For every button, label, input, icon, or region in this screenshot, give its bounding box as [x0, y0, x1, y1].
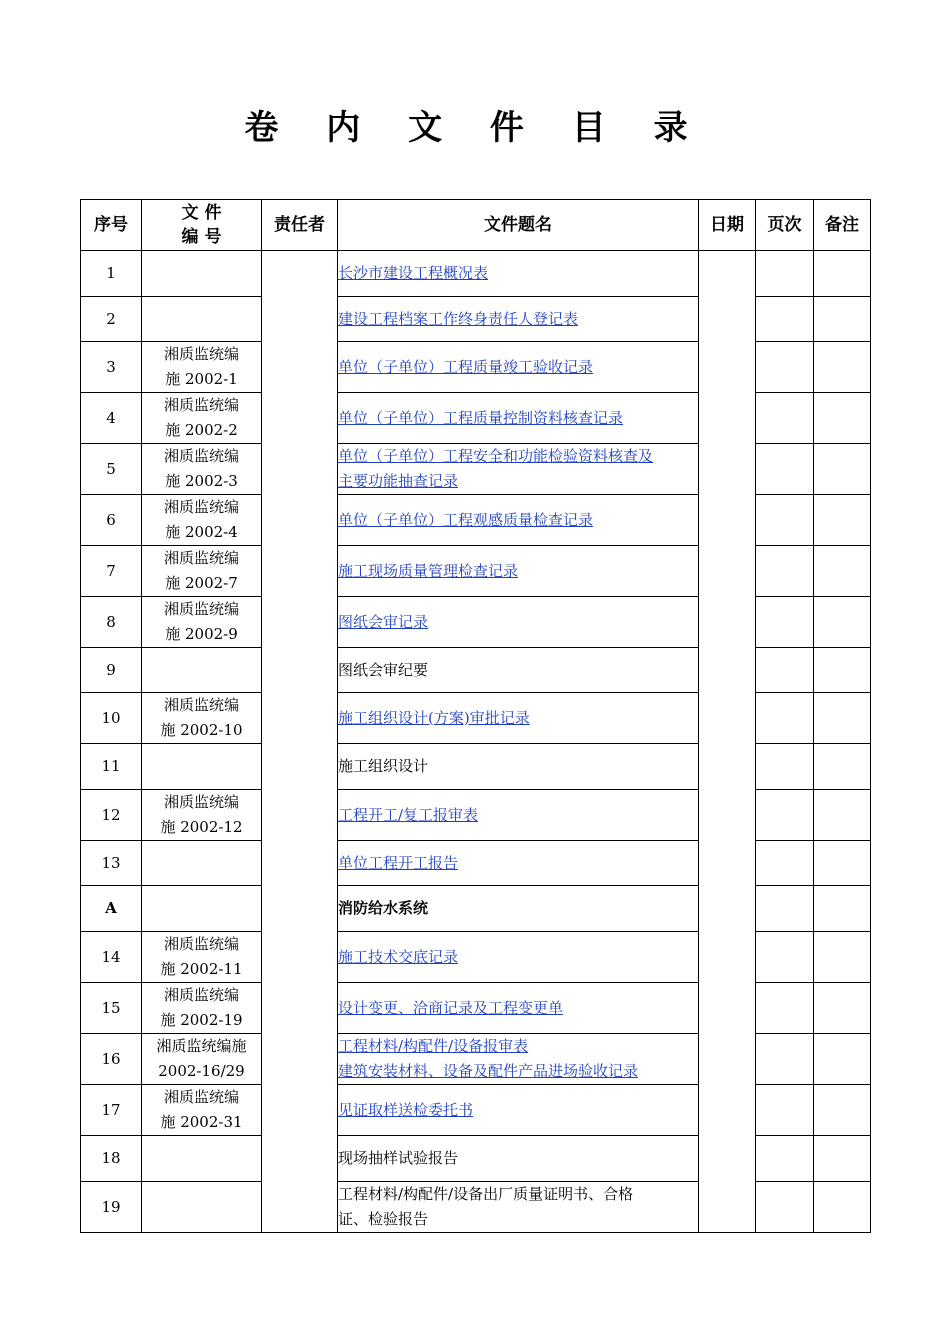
file-name-text: 图纸会审纪要	[338, 660, 429, 679]
cell-seq: 8	[81, 597, 142, 648]
cell-code	[142, 297, 262, 342]
cell-code	[142, 393, 262, 444]
cell-code-line: 湘质监统编	[163, 549, 239, 567]
page-title: 卷 内 文 件 目 录	[244, 108, 706, 148]
cell-file-name	[338, 932, 699, 983]
cell-file-name	[338, 342, 699, 393]
cell-date	[699, 251, 756, 1233]
cell-remarks	[814, 1085, 871, 1136]
cell-code	[142, 983, 262, 1034]
cell-code	[142, 886, 262, 932]
cell-code-line: 湘质监统编	[163, 498, 239, 516]
cell-seq: 16	[81, 1034, 142, 1085]
cell-file-name	[338, 1034, 699, 1085]
cell-file-name	[338, 1182, 699, 1233]
cell-seq: 14	[81, 932, 142, 983]
cell-code-line: 施 2002-2	[165, 421, 238, 439]
cell-code-line: 施 2002-4	[165, 523, 238, 541]
cell-remarks	[814, 744, 871, 790]
cell-file-name	[338, 444, 699, 495]
cell-code	[142, 495, 262, 546]
cell-remarks	[814, 1136, 871, 1182]
cell-code-line: 2002-16/29	[158, 1062, 245, 1080]
header-remarks: 备注	[814, 200, 871, 251]
cell-code	[142, 546, 262, 597]
file-name-link[interactable]: 单位（子单位）工程质量竣工验收记录	[338, 357, 594, 376]
file-name-link[interactable]: 长沙市建设工程概况表	[338, 264, 489, 282]
cell-seq: 13	[81, 841, 142, 886]
file-name-link[interactable]: 单位（子单位）工程质量控制资料核查记录	[338, 408, 624, 427]
cell-code	[142, 648, 262, 693]
file-name-link[interactable]: 主要功能抽查记录	[338, 472, 459, 490]
cell-seq: 2	[81, 297, 142, 342]
file-name-link[interactable]: 工程材料/构配件/设备报审表	[338, 1037, 529, 1055]
cell-code	[142, 444, 262, 495]
cell-remarks	[814, 648, 871, 693]
file-name-link[interactable]: 单位（子单位）工程安全和功能检验资料核查及	[338, 447, 654, 465]
cell-seq: 12	[81, 790, 142, 841]
cell-seq: A	[81, 886, 142, 932]
cell-remarks	[814, 886, 871, 932]
header-code-line2: 编 号	[181, 227, 222, 247]
cell-pages	[756, 546, 814, 597]
cell-seq: 15	[81, 983, 142, 1034]
cell-code-line: 湘质监统编	[163, 345, 239, 363]
cell-remarks	[814, 932, 871, 983]
cell-remarks	[814, 841, 871, 886]
table-row	[81, 251, 871, 297]
file-name-link[interactable]: 建设工程档案工作终身责任人登记表	[338, 309, 579, 328]
file-name-link[interactable]: 施工现场质量管理检查记录	[338, 561, 519, 580]
cell-pages	[756, 444, 814, 495]
header-code	[142, 200, 262, 251]
cell-remarks	[814, 790, 871, 841]
cell-seq: 19	[81, 1182, 142, 1233]
cell-remarks	[814, 1034, 871, 1085]
header-pages: 页次	[756, 200, 814, 251]
cell-seq: 6	[81, 495, 142, 546]
cell-pages	[756, 1182, 814, 1233]
cell-code	[142, 597, 262, 648]
cell-pages	[756, 297, 814, 342]
cell-remarks	[814, 297, 871, 342]
cell-code	[142, 251, 262, 297]
cell-file-name	[338, 393, 699, 444]
cell-code-line: 施 2002-19	[160, 1011, 243, 1029]
file-name-link[interactable]: 单位工程开工报告	[338, 853, 459, 872]
cell-pages	[756, 1034, 814, 1085]
cell-file-name	[338, 251, 699, 297]
file-name-text: 证、检验报告	[338, 1210, 429, 1228]
file-name-text: 现场抽样试验报告	[338, 1149, 459, 1167]
cell-pages	[756, 342, 814, 393]
cell-file-name	[338, 790, 699, 841]
cell-file-name	[338, 648, 699, 693]
cell-file-name	[338, 744, 699, 790]
cell-code-line: 施 2002-12	[160, 818, 243, 836]
header-row	[81, 200, 871, 251]
cell-pages	[756, 744, 814, 790]
cell-code	[142, 1085, 262, 1136]
cell-pages	[756, 495, 814, 546]
cell-remarks	[814, 1182, 871, 1233]
cell-code-line: 湘质监统编	[163, 600, 239, 618]
cell-code-line: 施 2002-10	[160, 721, 243, 739]
file-name-link[interactable]: 图纸会审记录	[338, 612, 429, 631]
cell-pages	[756, 693, 814, 744]
cell-seq: 3	[81, 342, 142, 393]
cell-seq: 5	[81, 444, 142, 495]
cell-file-name	[338, 297, 699, 342]
cell-code-line: 施 2002-31	[160, 1113, 243, 1131]
cell-code-line: 湘质监统编	[163, 935, 239, 953]
cell-remarks	[814, 251, 871, 297]
cell-code-line: 施 2002-11	[160, 960, 243, 978]
file-name-link[interactable]: 工程开工/复工报审表	[338, 805, 479, 824]
cell-file-name	[338, 597, 699, 648]
cell-remarks	[814, 444, 871, 495]
cell-code-line: 施 2002-3	[165, 472, 238, 490]
cell-seq: 1	[81, 251, 142, 297]
cell-code-line: 施 2002-9	[165, 625, 238, 643]
cell-code-line: 湘质监统编	[163, 1088, 239, 1106]
file-name-link[interactable]: 施工组织设计(方案)审批记录	[338, 708, 530, 727]
cell-code	[142, 932, 262, 983]
file-name-link[interactable]: 建筑安装材料、设备及配件产品进场验收记录	[338, 1062, 639, 1080]
header-date: 日期	[699, 200, 756, 251]
cell-pages	[756, 932, 814, 983]
file-name-text: 工程材料/构配件/设备出厂质量证明书、合格	[338, 1185, 634, 1203]
cell-pages	[756, 393, 814, 444]
cell-pages	[756, 886, 814, 932]
file-name-link[interactable]: 单位（子单位）工程观感质量检查记录	[338, 510, 594, 529]
cell-remarks	[814, 342, 871, 393]
cell-remarks	[814, 393, 871, 444]
cell-file-name	[338, 693, 699, 744]
cell-remarks	[814, 693, 871, 744]
cell-file-name	[338, 1136, 699, 1182]
cell-file-name	[338, 495, 699, 546]
cell-file-name	[338, 841, 699, 886]
cell-pages	[756, 983, 814, 1034]
cell-code-line: 湘质监统编	[163, 793, 239, 811]
header-code-line1: 文 件	[181, 203, 222, 223]
cell-file-name	[338, 983, 699, 1034]
cell-responsible	[262, 251, 338, 1233]
cell-code	[142, 841, 262, 886]
cell-code-line: 湘质监统编施	[156, 1037, 247, 1055]
cell-seq: 10	[81, 693, 142, 744]
cell-pages	[756, 790, 814, 841]
header-responsible: 责任者	[262, 200, 338, 251]
cell-code	[142, 693, 262, 744]
cell-remarks	[814, 983, 871, 1034]
header-name: 文件题名	[338, 200, 699, 251]
cell-code	[142, 1136, 262, 1182]
file-name-link[interactable]: 设计变更、洽商记录及工程变更单	[338, 998, 564, 1017]
cell-code	[142, 1182, 262, 1233]
cell-seq: 11	[81, 744, 142, 790]
cell-seq: 7	[81, 546, 142, 597]
cell-code-line: 湘质监统编	[163, 696, 239, 714]
cell-pages	[756, 597, 814, 648]
cell-file-name	[338, 546, 699, 597]
cell-code-line: 湘质监统编	[163, 986, 239, 1004]
cell-pages	[756, 648, 814, 693]
cell-remarks	[814, 495, 871, 546]
cell-file-name	[338, 1085, 699, 1136]
cell-code	[142, 1034, 262, 1085]
table-body	[81, 251, 871, 1233]
cell-code-line: 施 2002-1	[165, 370, 238, 388]
cell-code-line: 湘质监统编	[163, 447, 239, 465]
cell-remarks	[814, 597, 871, 648]
cell-code	[142, 342, 262, 393]
file-catalog-table	[80, 199, 871, 1233]
cell-code-line: 湘质监统编	[163, 396, 239, 414]
file-name-link[interactable]: 施工技术交底记录	[338, 947, 459, 966]
cell-pages	[756, 1136, 814, 1182]
cell-file-name	[338, 886, 699, 932]
cell-pages	[756, 841, 814, 886]
cell-code	[142, 790, 262, 841]
cell-seq: 17	[81, 1085, 142, 1136]
cell-code	[142, 744, 262, 790]
cell-code-line: 施 2002-7	[165, 574, 238, 592]
file-name-link[interactable]: 见证取样送检委托书	[338, 1100, 474, 1119]
cell-seq: 18	[81, 1136, 142, 1182]
cell-remarks	[814, 546, 871, 597]
cell-seq: 4	[81, 393, 142, 444]
cell-pages	[756, 251, 814, 297]
header-seq: 序号	[81, 200, 142, 251]
cell-seq: 9	[81, 648, 142, 693]
file-name-text: 施工组织设计	[338, 757, 429, 775]
file-name-text: 消防给水系统	[338, 899, 429, 917]
cell-pages	[756, 1085, 814, 1136]
